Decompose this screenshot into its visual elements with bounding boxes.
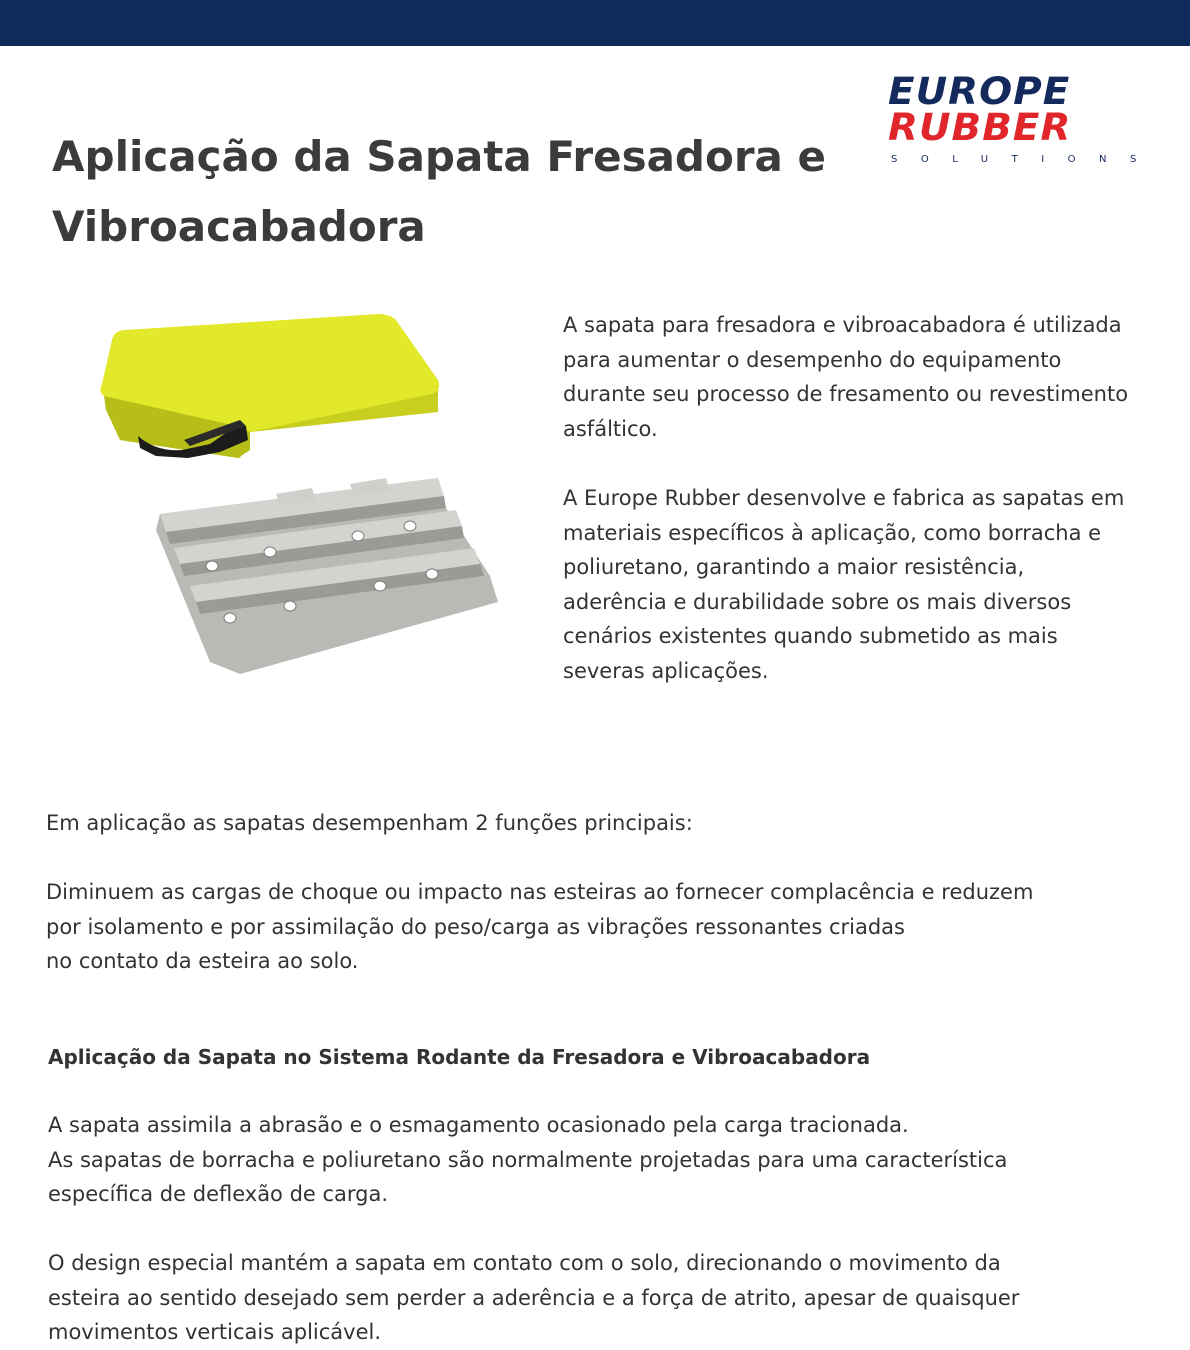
yellow-rubber-pad (100, 314, 439, 458)
text-line: A Europe Rubber desenvolve e fabrica as sapatas em (563, 486, 1125, 510)
steel-track-plate (156, 478, 498, 674)
title-line: Vibroacabadora (52, 202, 426, 251)
logo-line-rubber: RUBBER (888, 106, 1072, 149)
functions-intro: Em aplicação as sapatas desempenham 2 funções principais: (46, 811, 693, 835)
text-line: materiais específicos à aplicação, como borracha e (563, 520, 1102, 545)
intro-paragraph-1 (563, 308, 1183, 446)
text-line: cenários existentes quando submetido as mais (563, 624, 1058, 649)
text-line: aderência e durabilidade sobre os mais diversos (563, 589, 1072, 614)
track-pad-illustration (60, 300, 500, 690)
logo-line-europe: EUROPE (888, 70, 1071, 113)
logo-line-solutions: SOLUTIONS (891, 154, 1160, 165)
text-line: O design especial mantém a sapata em contato com o solo, direcionando o movimento da (48, 1251, 1001, 1275)
text-line: A sapata assimila a abrasão e o esmagamento ocasionado pela carga tracionada. (48, 1113, 909, 1137)
section-paragraph-1 (48, 1108, 1168, 1212)
text-line: Diminuem as cargas de choque ou impacto nas esteiras ao fornecer complacência e reduzem (46, 880, 1034, 904)
text-line: esteira ao sentido desejado sem perder a aderência e a força de atrito, apesar de quaisquer (48, 1285, 1020, 1310)
section-heading: Aplicação da Sapata no Sistema Rodante da Fresadora e Vibroacabadora (48, 1045, 871, 1069)
text-line: para aumentar o desempenho do equipamento (563, 347, 1062, 372)
text-line: As sapatas de borracha e poliuretano são normalmente projetadas para uma característica (48, 1147, 1008, 1172)
intro-paragraph-2 (563, 481, 1183, 689)
text-line: asfáltico. (563, 416, 658, 441)
text-line: durante seu processo de fresamento ou revestimento (563, 382, 1129, 407)
text-line: movimentos verticais aplicável. (48, 1320, 382, 1345)
top-bar (0, 0, 1190, 46)
text-line: poliuretano, garantindo a maior resistência, (563, 555, 1025, 580)
text-line: no contato da esteira ao solo. (46, 949, 359, 974)
text-line: por isolamento e por assimilação do peso/carga as vibrações ressonantes criadas (46, 914, 905, 939)
text-line: específica de deflexão de carga. (48, 1182, 389, 1207)
functions-paragraph (46, 875, 1166, 979)
title-line: Aplicação da Sapata Fresadora e (52, 132, 827, 181)
europe-rubber-logo (888, 70, 1160, 174)
text-line: A sapata para fresadora e vibroacabadora é utilizada (563, 313, 1122, 337)
page-title (52, 122, 852, 262)
section-paragraph-2 (48, 1246, 1168, 1350)
text-line: severas aplicações. (563, 658, 769, 683)
